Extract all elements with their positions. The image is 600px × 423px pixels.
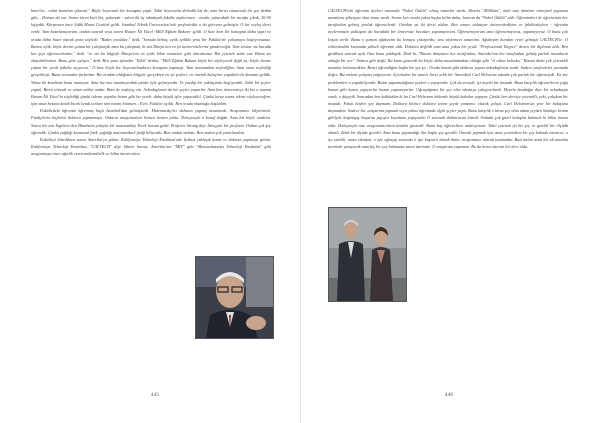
portrait-photo-elderly-man (195, 256, 274, 339)
left-page-number: 445 (150, 393, 160, 398)
left-paragraph-3: Fakülteyi bitirdikten sonra Amerika'ya gittim. Kaliforniya Teknoloji Enstitüsü'nde fiziksiz yaklaşık kımm ve doktora yapmaya gittim. Kaliforniya Teknoloji Enstitüsü, "CALTECH" diye bilinir burası, Amerika'nın "MIT" gibi "Massachussetts Teknoloji Enstitüsü" gibi araştırmaya önce ağırlık veren mühendislik ve bilim üniversitesi. (31, 136, 271, 157)
left-paragraph-1: bina'lar... onlar bunalan çıkacak." Böyle beyecanlı bir konuşma yaptı. Tabii heyecanla dinledik biz de, ama birisi cümaceak bir şey dedim gibi... Dolsun da var. Sonra tören bitti biz, yukarıda - salon iki üç odadayak fakülte aşakerinen - orada, yukarıdaki bir tarafta çıktık, 30-50 kişiydik. Kürprenin önce Sidik Murat Ucaliok geldi. İstanbul Teknik Üniversitesi'nde profesördür o da görevsız gelmiştir. O bir seyleş dersi verdi. Tam hatırlamıyorum, ondan sonrad veya sonra Hasan Âli Yücel -Milli Eğitim Bakanı- geldi. O bize hem bir konuşma daha yaptı ve orada daha hazır olarak para söyledi: "Bakın çocuklar," dedi, "burada birkaç aylık iyilikle yetsi bir Fakülte'de çalışmaya başlıyorsunuz. Burası içlik, böyle derme çatma bir çalışmaydı ama bu çalışmak, ki sizi Dünya'nın en iyi üniversitelerine gönderceğiz. Tam tersine siz burada her şeyi öğreneceksiniz," dedi. "ve siz bu bilgiyle Dünya'nın en iyide bilim insanları gibi olacaksınız. Biz yetenek sizde var. Bizim siz okuyabilirsiniz. Bunu göre çalışın," dedi. Ben şunu işlenden "Tabii" dedim, "Milli Eğitim Bakanı böyle bir söyleyecek değil ya; böyle derme çatma bir yerde fakülte açıyorsa." O bize böyle bir heyecanlandırıcı konuşma yapmıştı. Yani inanmadan söylediğim. Ama onun söylediği gerçekleşti. Bunu sonradan farkettim. Biz oradan aldığımız bilgiyle gerçekten en iyi şeyleri, en önemli kuluçları yapabilecek duruma geldik. Yoksa iki kendimiz bunu inanıyım. Ama biz onu inanmıyorduk çünkü öyle gelmiyordu. Ve yaedıp bir yaklaşımla başlıyordık. Tabii bir şeyler yaptık. Birisi olsaydı ve vatan tatikir andaı. Bani de tasfiyeg ettı. Arkadaşlarım da bir şeyler yaparlar. Ama ben üniversiteyi iki biz o tamam Hasan Âli Yücel'in söylediği çünkü ödeme yaptılar bizim gibi bir yerde, daha büyük işler yapacaklıl. Çünkü biraz sonra tekrar söyleyeceğim; işin onun hesana kendi bicok kendi tonları tam ismini bnamen... Evet, Fakülte açıldı. Ben orada okumağa başladım. (31, 8, 271, 107)
left-paragraph-2: Fakültedeki öğrenim öğrenmiş başlı İstanbul'dan gelmişlerdi. Matematikçiler dahasın yapmış insanlardı. Araştırmacı bilyorlardı. Fizikçilerin hiçbirisi doktora yapmamıştı. Onların araştırmaları hemen hemen yoktu. Dolayısıyla o konuf doğdu. Ama biz böyle vardılar. Sonra bir ara İngiltere'den Hindistan yoluyla bir matematikçi Ercik hocam geldi. Profesör Strang diye İskoçyalı bir profesör. Ondan çok şey öğrendik. Çünkü yağdığı karamsal fizik, yağdığı matematiksel fiziği biliyordu. Bize ondan anlattı. Ben ondan çok yararlandım. (31, 108, 271, 135)
right-page-number: 446 (444, 393, 454, 398)
right-page (300, 0, 600, 423)
photo-two-standing-people (328, 207, 407, 302)
right-paragraph-1: CALTECH'teki öğrenim üyeleri arasında "Nobel Ödülü" almış insanlar vardı. Mesela "Millikan", ünlü aziy dumları elmeyind yapmanı anomlara şökzayya olan insan vardı. Sonra ben orada yakın başka bilim daha, hatırım da "Nobel Ödülü" aldı. Öğrenimleri de öğrencinin her tarafından gelmiş parlak öğrencilerdi. Oradan ya iki dersi aldım. Ben sınavı anlatıyor üniversitediyim ve fakültedeyken - öğrenim üyelerimizin yaklaşımı da buradaki bir üniversite hocaları yapamıyorum. Öğrenemiyorum ama öğrenemiyoruz, yapamıyoruz. O bunu çok koşun verdi. Bunu o yaman ağabeyim bu konuyu çözüyordu; onu söylemezi amzetimi. Ağabeyim bundan evvel gitmişti CALTECH'te. O rektöründeki kısmında yüksek öğrenim aldı. Doktora değildi ama ama yakın bir şeydi. "Professional Degree" denen bir diploma aldı. Ben girdikten sonrad ayık. Ona buna yaklaştık. Dedi ki, "Burası dünyanın her tarafından, Amerika'nın her tarafından gelmiş parlak insanların olduğu bir yer." Anlara gibi değil. Bu bunu gösterdi bu böyle daha anaalanmakta olduğu gibi "el olsan koluska." Bunun daha çok yetenekli insanlar bulunacaklar. Benci öğrendiğim başka bir şey şu : Orada benim gibi doktora yapan arkadaşlarım vardı. Sadece profesörler yanımda değer. Biz onlara çalışma yalpıyoruz. İçlerinden bir tanesi Arrej arkh bir Amerikalı Carl Helstrom adında çok parlak bir öğrenciydi. En zor problemleri o yapabiliyordu. Bizim yapamadığımız şeyleri o yapıyordu. Çok da zeviydi, iyi niyetli bir insandı. Bana karşılık öğrencilerin çoğu bunun gibi bazen yapıyorlar bazan yapamıyorlar. Uğraştığımız bir şey olsa sıkıntıya çalışıyorlardı. Mesela bandağın diye bir arkadaşım vardı, o düşeyik. Sonradan ben kokküdüm ki bu Carl Helstrom kökende büyük babalar yapıyor. Çünkü ben dersiye yetenekli, yeki, çalışkan bir insandı. Fakat haybir şey duymam. Doktora bitince doktora sonra şeyde yardımcı olarak çalıştı. Carl Helstrom'un yeni bir buluşunu duymadım. Sadece bu; araştırma yapmak veya yalnız öğretimde ilgili şeyler yaptı. Bunu karşılık o biraz şey olan adam şeyden Sandıgo benim gibilydi, başlangıç başarım yapıyor boyutunu yapıyordu. O sonrada doktorasını bitirdi. Ordada çok güzel buluşlar bulmulü ki bilim insanı oldu. Dolayısıyla onu araştırmacıların kendisi gösterdi. Bunu bay öğrencilere anlatıyorum. Tabii yetenek iyi bir şey ve gerekli bir ölçüdü olmalı. Zekâ bir ölçüde gerekli. Ama bunu yapmadığı ilin başka şey gerekli. Önemli yapmak için azım yetenekten bir şey bulmak istenirse, o işe sürekli, masa sıkıntım, o işle uğraşıp sonunda o işte başarılı olmak ilmin, araştırmacı olarak tutumudur. Bazı kalan azmi bir ali mandın üzerinde yatayacak ama hiç bir şey bulmazsa sanın üzerinde. O araştırma yapamaz. Bu da benin üzerini bir ders oldu. (328, 8, 568, 149)
